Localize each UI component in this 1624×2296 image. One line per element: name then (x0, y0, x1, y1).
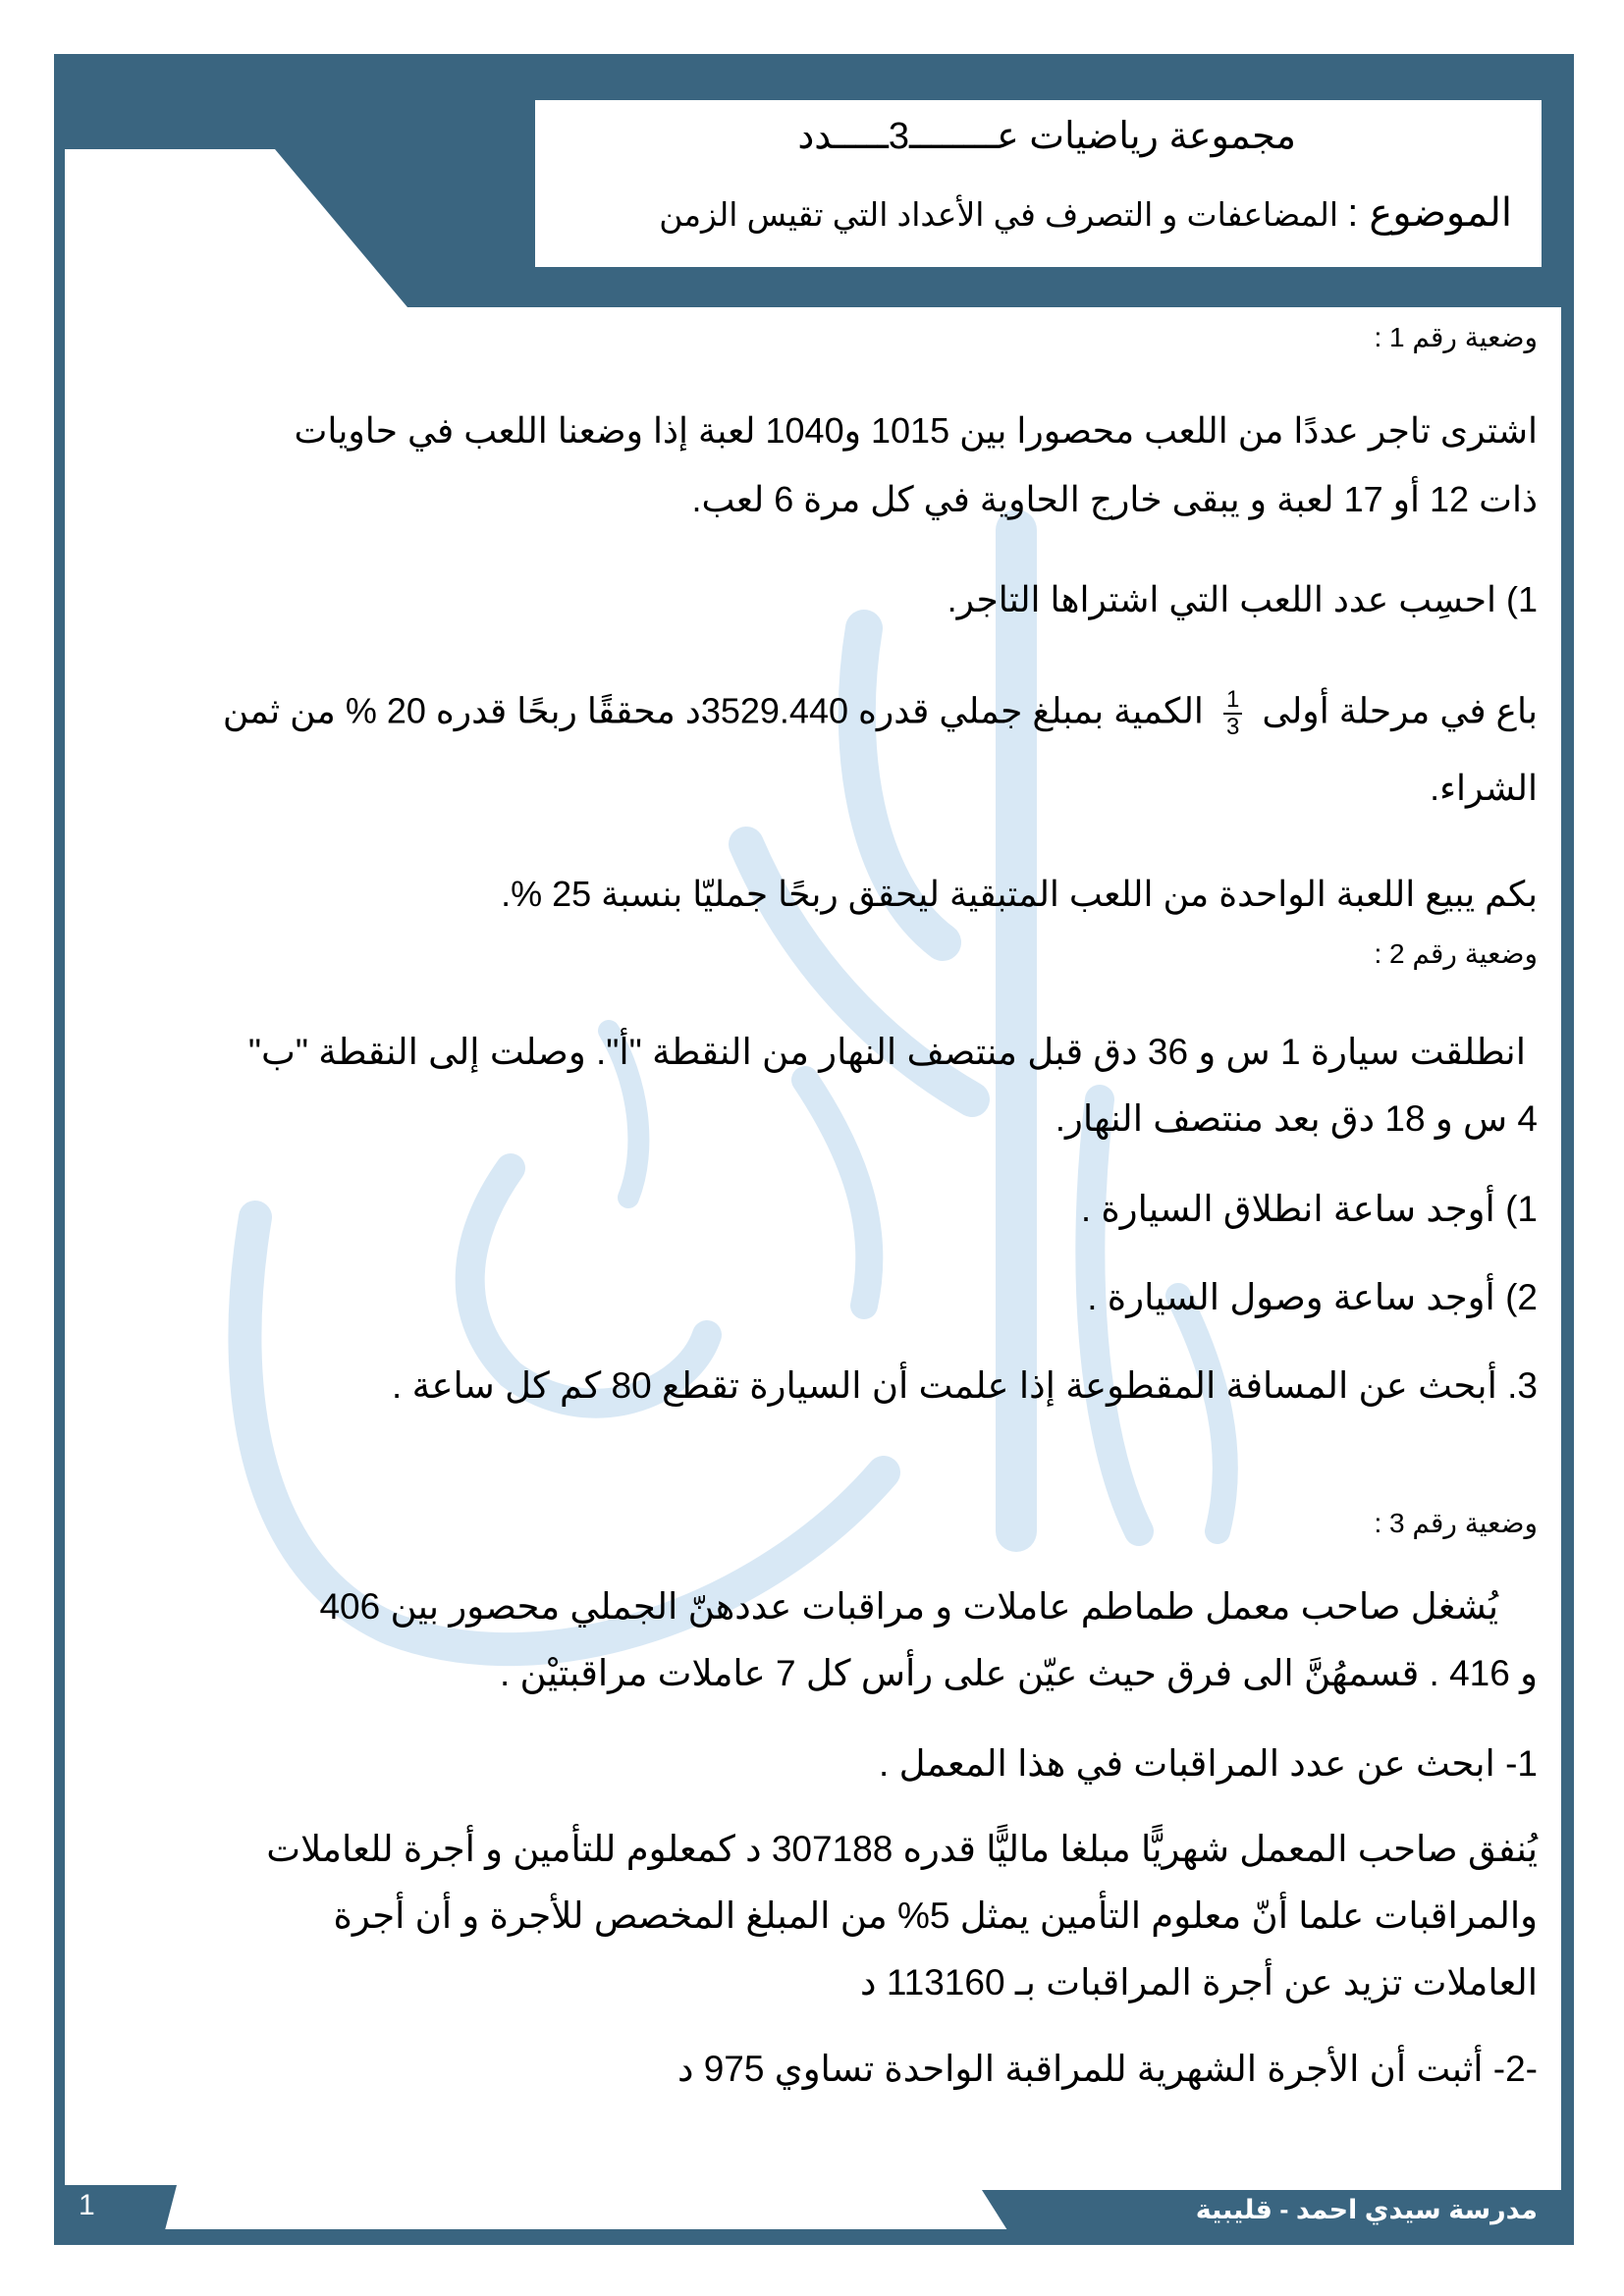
sale-text-end: الكمية بمبلغ جملي قدره 3529.440د محققًا ربحًا قدره 20 % من ثمن (222, 690, 1204, 731)
fraction-one-third (1223, 687, 1242, 740)
situation-1-line-purchase: الشراء. (1430, 768, 1538, 808)
sale-text-start: باع في مرحلة أولى (1262, 690, 1538, 731)
situation-2-title: وضعية رقم 2 : (1374, 938, 1538, 969)
footer-school-name: مدرسة سيدي احمد - قليبية (1195, 2195, 1538, 2224)
situation-1-question-1: 1) احسِب عدد اللعب التي اشتراها التاجر. (947, 579, 1538, 619)
situation-3-title: وضعية رقم 3 : (1374, 1508, 1538, 1538)
situation-2-line-1: انطلقت سيارة 1 س و 36 دق قبل منتصف النهار من النقطة "أ". وصلت إلى النقطة "ب" (247, 1032, 1526, 1072)
situation-3-line-4: والمراقبات علما أنّ معلوم التأمين يمثل 5% من المبلغ المخصص للأجرة و أن أجرة (333, 1896, 1538, 1936)
situation-2-line-2: 4 س و 18 دق بعد منتصف النهار. (1055, 1098, 1538, 1139)
situation-1-line-sale (98, 687, 1538, 740)
header-box (535, 100, 1542, 267)
fraction-numerator: 1 (1223, 687, 1242, 715)
fraction-denominator: 3 (1225, 714, 1240, 740)
page-number: 1 (79, 2189, 95, 2221)
situation-3-question-1: 1- ابحث عن عدد المراقبات في هذا المعمل . (879, 1743, 1538, 1784)
subject-text: المضاعفات و التصرف في الأعداد التي تقيس الزمن (659, 196, 1348, 233)
subject-label: الموضوع : (1347, 191, 1512, 235)
situation-3-line-5: العاملات تزيد عن أجرة المراقبات بـ 113160 د (860, 1962, 1538, 2002)
situation-1-title: وضعية رقم 1 : (1374, 322, 1538, 352)
situation-3-line-2: و 416 . قسمهُنَّ الى فرق حيث عيّن على رأس كل 7 عاملات مراقبتيْن . (499, 1653, 1538, 1693)
worksheet-subject (659, 190, 1512, 236)
situation-1-question-2: بكم يبيع اللعبة الواحدة من اللعب المتبقية ليحقق ربحًا جمليّا بنسبة 25 %. (501, 874, 1538, 914)
situation-3-line-1: يُشغل صاحب معمل طماطم عاملات و مراقبات عددهنّ الجملي محصور بين 406 (319, 1586, 1498, 1627)
worksheet-title: مجموعة رياضيات عــــــــ3ـــــدد (797, 116, 1296, 157)
situation-3-question-2: -2- أثبت أن الأجرة الشهرية للمراقبة الواحدة تساوي 975 د (677, 2049, 1538, 2089)
situation-2-question-2: 2) أوجد ساعة وصول السيارة . (1087, 1277, 1538, 1317)
situation-1-line-1: اشترى تاجر عددًا من اللعب محصورا بين 1015 و1040 لعبة إذا وضعنا اللعب في حاويات (294, 410, 1538, 451)
situation-1-line-2: ذات 12 أو 17 لعبة و يبقى خارج الحاوية في كل مرة 6 لعب. (691, 479, 1538, 519)
situation-2-question-1: 1) أوجد ساعة انطلاق السيارة . (1080, 1189, 1538, 1229)
situation-3-line-3: يُنفق صاحب المعمل شهريًّا مبلغا ماليًّا قدره 307188 د كمعلوم للتأمين و أجرة للعاملات (266, 1829, 1538, 1869)
situation-2-question-3: 3. أبحث عن المسافة المقطوعة إذا علمت أن السيارة تقطع 80 كم كل ساعة . (392, 1365, 1538, 1406)
